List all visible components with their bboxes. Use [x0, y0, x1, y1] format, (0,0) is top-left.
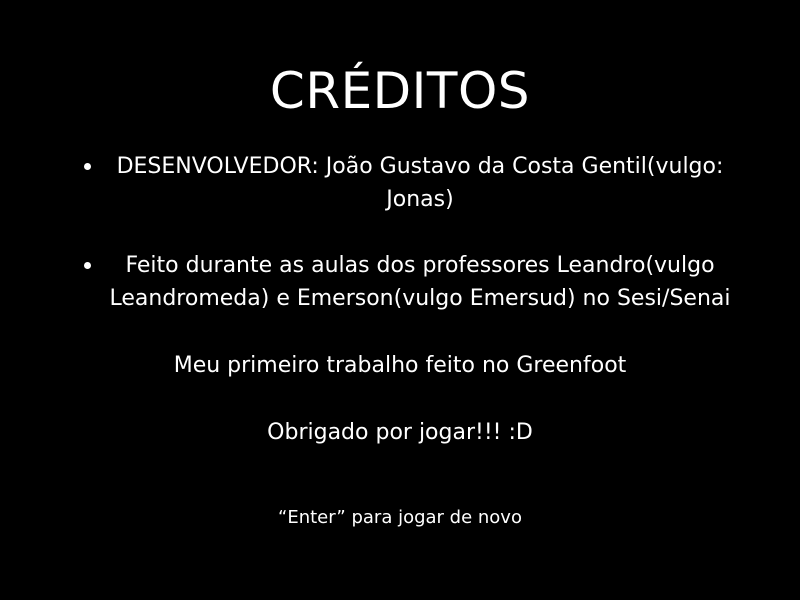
credits-list [100, 150, 740, 315]
bullet-icon [84, 262, 91, 269]
first-work-note: Meu primeiro trabalho feito no Greenfoot [173, 353, 627, 378]
credits-item-developer-text: DESENVOLVEDOR: João Gustavo da Costa Gentil(vulgo: Jonas) [116, 154, 724, 212]
credits-title: CRÉDITOS [269, 62, 531, 120]
credits-item-teachers-text: Feito durante as aulas dos professores Leandro(vulgo Leandromeda) e Emerson(vulgo Emersud) no Sesi/Senai [109, 253, 731, 311]
play-again-hint: “Enter” para jogar de novo [278, 507, 522, 528]
bullet-icon [84, 163, 91, 170]
credits-item-teachers [100, 249, 740, 315]
credits-item-developer [100, 150, 740, 216]
thanks-message: Obrigado por jogar!!! :D [267, 420, 533, 445]
